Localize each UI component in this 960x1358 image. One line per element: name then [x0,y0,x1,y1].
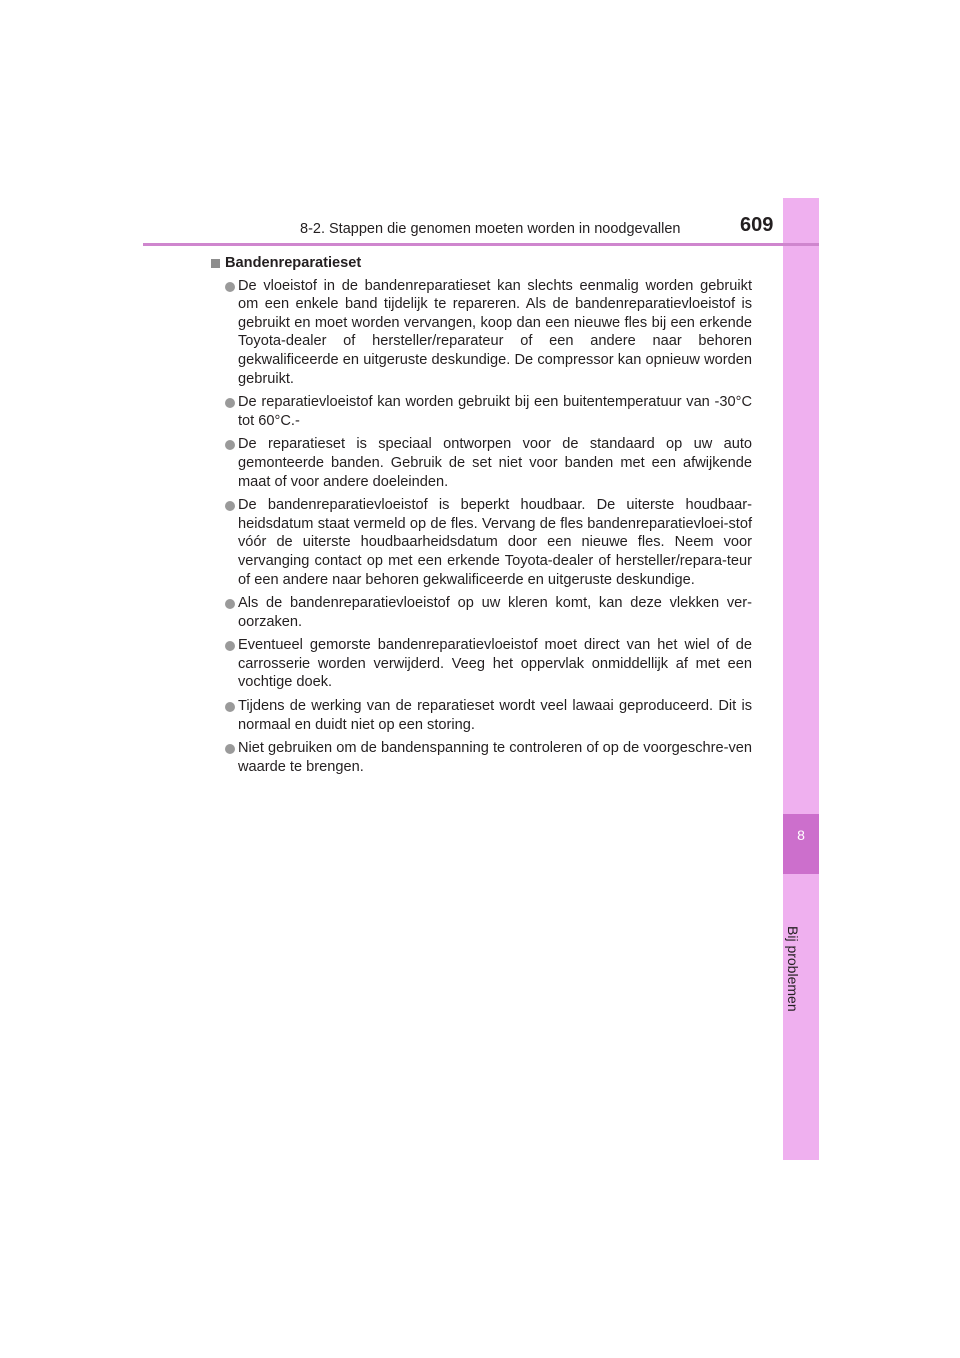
list-item [210,496,752,589]
section-heading-text: Bandenreparatieset [225,255,362,271]
circle-bullet-icon [225,440,235,450]
list-item [210,393,752,430]
main-content [210,254,752,781]
circle-bullet-icon [225,398,235,408]
circle-bullet-icon [225,599,235,609]
list-item [210,697,752,734]
page-header-title: 8-2. Stappen die genomen moeten worden in noodgevallen [300,221,681,237]
circle-bullet-icon [225,702,235,712]
circle-bullet-icon [225,501,235,511]
chapter-label: Bij problemen [785,926,801,1012]
square-bullet-icon [211,259,220,268]
section-heading [210,254,752,273]
list-item-text: Eventueel gemorste bandenreparatievloeistof moet direct van het wiel of de carrosserie worden verwijderd. Veeg het oppervlak onmiddellijk af met een vochtige doek. [238,637,752,691]
list-item-text: De reparatieset is speciaal ontworpen voor de standaard op uw auto gemonteerde banden. Gebruik de set niet voor banden met een afwijkende maat of voor andere doeleinden. [238,436,752,490]
header-divider [143,243,819,246]
list-item-text: Tijdens de werking van de reparatieset wordt veel lawaai geproduceerd. Dit is normaal en duidt niet op een storing. [238,698,752,733]
list-item [210,435,752,491]
page-number: 609 [740,214,774,236]
circle-bullet-icon [225,641,235,651]
list-item-text: Niet gebruiken om de bandenspanning te controleren of op de voorgeschre-ven waarde te brengen. [238,740,752,775]
list-item-text: De bandenreparatievloeistof is beperkt houdbaar. De uiterste houdbaar-heidsdatum staat vermeld op de fles. Vervang de fles bandenreparatievloei-stof vóór de uiterste houdbaarheidsdatum door een nieuwe fles. Neem voor vervanging contact op met een erkende Toyota-dealer of hersteller/repara-teur of een andere naar behoren gekwalificeerde en uitgeruste deskundige. [238,497,752,588]
side-tab [783,198,819,1160]
list-item [210,277,752,389]
chapter-number: 8 [797,827,805,843]
circle-bullet-icon [225,282,235,292]
list-item-text: De vloeistof in de bandenreparatieset kan slechts eenmalig worden gebruikt om een enkele band tijdelijk te repareren. Als de bandenreparatievloeistof is gebruikt en moet worden vervangen, koop dan een nieuwe fles bij een erkende Toyota-dealer of hersteller/reparateur of een andere naar behoren gekwalificeerde en uitgeruste deskundige. De compressor kan opnieuw worden gebruikt. [238,277,752,387]
list-item [210,636,752,692]
chapter-marker [783,814,819,874]
list-item-text: De reparatievloeistof kan worden gebruikt bij een buitentemperatuur van -30°C tot 60°C.- [238,394,752,429]
list-item-text: Als de bandenreparatievloeistof op uw kleren komt, kan deze vlekken ver-oorzaken. [238,595,752,630]
list-item [210,594,752,631]
list-item [210,739,752,776]
circle-bullet-icon [225,744,235,754]
